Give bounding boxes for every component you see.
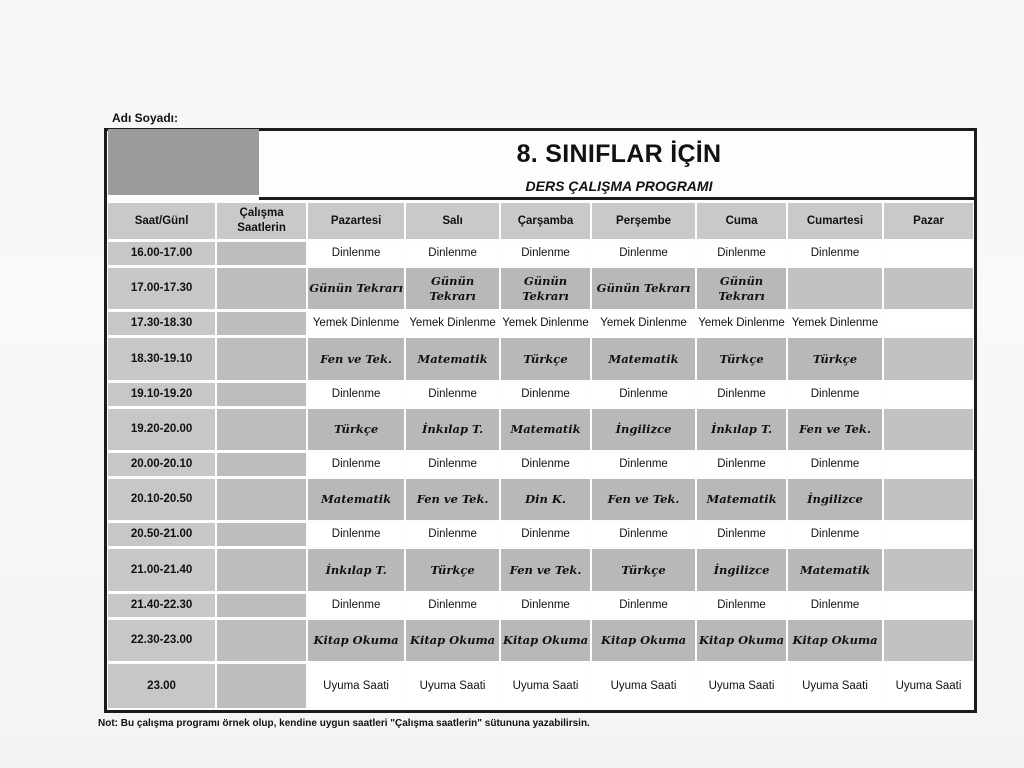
schedule-cell: Yemek Dinlenme xyxy=(592,312,695,335)
schedule-cell: Dinlenme xyxy=(697,453,786,476)
schedule-cell: Dinlenme xyxy=(592,523,695,546)
schedule-cell: Fen ve Tek. xyxy=(501,549,590,590)
schedule-cell xyxy=(884,409,973,450)
schedule-cell: Yemek Dinlenme xyxy=(501,312,590,335)
schedule-cell: Dinlenme xyxy=(592,242,695,265)
schedule-cell: Dinlenme xyxy=(308,383,404,406)
schedule-cell: Dinlenme xyxy=(697,594,786,617)
table-row xyxy=(108,409,973,450)
schedule-cell: Kitap Okuma xyxy=(697,620,786,661)
schedule-cell xyxy=(884,453,973,476)
schedule-cell: Dinlenme xyxy=(308,523,404,546)
schedule-cell: Yemek Dinlenme xyxy=(788,312,882,335)
header-row xyxy=(108,203,973,239)
schedule-cell: Dinlenme xyxy=(406,383,499,406)
schedule-cell xyxy=(884,242,973,265)
schedule-cell: Türkçe xyxy=(592,549,695,590)
schedule-cell xyxy=(884,268,973,309)
table-row xyxy=(108,383,973,406)
schedule-cell: Uyuma Saati xyxy=(697,664,786,708)
redacted-name xyxy=(108,129,259,195)
table-row xyxy=(108,268,973,309)
schedule-cell: Matematik xyxy=(501,409,590,450)
study-hours-cell xyxy=(217,523,306,546)
schedule-cell: Günün Tekrarı xyxy=(697,268,786,309)
schedule-cell xyxy=(884,523,973,546)
schedule-cell: Türkçe xyxy=(308,409,404,450)
schedule-cell: Dinlenme xyxy=(501,523,590,546)
study-hours-cell xyxy=(217,479,306,520)
schedule-cell xyxy=(884,620,973,661)
schedule-cell: Dinlenme xyxy=(697,523,786,546)
table-row xyxy=(108,523,973,546)
table-row xyxy=(108,549,973,590)
schedule-cell: Matematik xyxy=(697,479,786,520)
schedule-cell: İnkılap T. xyxy=(697,409,786,450)
table-row xyxy=(108,312,973,335)
table-row xyxy=(108,664,973,708)
schedule-cell: Dinlenme xyxy=(592,453,695,476)
schedule-cell: Dinlenme xyxy=(406,242,499,265)
schedule-cell: Dinlenme xyxy=(788,594,882,617)
schedule-cell: Dinlenme xyxy=(788,242,882,265)
time-slot: 20.00-20.10 xyxy=(108,453,215,476)
schedule-cell: Uyuma Saati xyxy=(788,664,882,708)
study-hours-cell xyxy=(217,409,306,450)
schedule-cell: Matematik xyxy=(592,338,695,379)
schedule-cell: Dinlenme xyxy=(788,383,882,406)
schedule-cell: Din K. xyxy=(501,479,590,520)
schedule-cell: İnkılap T. xyxy=(308,549,404,590)
schedule-cell: Uyuma Saati xyxy=(884,664,973,708)
schedule-cell: Yemek Dinlenme xyxy=(406,312,499,335)
schedule-cell: Dinlenme xyxy=(592,383,695,406)
time-slot: 19.20-20.00 xyxy=(108,409,215,450)
schedule-cell: Günün Tekrarı xyxy=(501,268,590,309)
header-wednesday: Çarşamba xyxy=(501,203,590,239)
header-monday: Pazartesi xyxy=(308,203,404,239)
schedule-cell: Yemek Dinlenme xyxy=(697,312,786,335)
header-friday: Cuma xyxy=(697,203,786,239)
schedule-cell: Dinlenme xyxy=(406,523,499,546)
time-slot: 21.00-21.40 xyxy=(108,549,215,590)
time-slot: 22.30-23.00 xyxy=(108,620,215,661)
schedule-cell: Fen ve Tek. xyxy=(406,479,499,520)
schedule-cell: Uyuma Saati xyxy=(308,664,404,708)
schedule-cell: İnkılap T. xyxy=(406,409,499,450)
schedule-cell: Dinlenme xyxy=(697,383,786,406)
schedule-cell: Kitap Okuma xyxy=(592,620,695,661)
header-sunday: Pazar xyxy=(884,203,973,239)
time-slot: 21.40-22.30 xyxy=(108,594,215,617)
schedule-cell: Dinlenme xyxy=(406,453,499,476)
header-time: Saat/Günl xyxy=(108,203,215,239)
schedule-cell: Dinlenme xyxy=(501,594,590,617)
schedule-cell: Fen ve Tek. xyxy=(592,479,695,520)
table-row xyxy=(108,479,973,520)
name-label: Adı Soyadı: xyxy=(112,111,179,125)
header-study-hours: Çalışma Saatlerin xyxy=(217,203,306,239)
schedule-cell xyxy=(788,268,882,309)
schedule-cell: Günün Tekrarı xyxy=(406,268,499,309)
schedule-cell: Uyuma Saati xyxy=(501,664,590,708)
header-saturday: Cumartesi xyxy=(788,203,882,239)
schedule-cell: Türkçe xyxy=(501,338,590,379)
schedule-cell: Günün Tekrarı xyxy=(592,268,695,309)
table-row xyxy=(108,453,973,476)
schedule-cell: Dinlenme xyxy=(308,242,404,265)
schedule-cell: İngilizce xyxy=(697,549,786,590)
schedule-cell: Fen ve Tek. xyxy=(788,409,882,450)
time-slot: 17.30-18.30 xyxy=(108,312,215,335)
footnote: Not: Bu çalışma programı örnek olup, kendine uygun saatleri "Çalışma saatlerin" sütununa yazabilirsin. xyxy=(98,718,590,729)
table-row xyxy=(108,594,973,617)
schedule-cell: Uyuma Saati xyxy=(406,664,499,708)
time-slot: 16.00-17.00 xyxy=(108,242,215,265)
schedule-cell: Kitap Okuma xyxy=(406,620,499,661)
schedule-cell: Dinlenme xyxy=(697,242,786,265)
study-hours-cell xyxy=(217,312,306,335)
schedule-cell: Kitap Okuma xyxy=(501,620,590,661)
schedule-cell: Dinlenme xyxy=(788,523,882,546)
schedule-cell xyxy=(884,549,973,590)
study-hours-cell xyxy=(217,383,306,406)
time-slot: 17.00-17.30 xyxy=(108,268,215,309)
time-slot: 18.30-19.10 xyxy=(108,338,215,379)
header-thursday: Perşembe xyxy=(592,203,695,239)
time-slot: 20.10-20.50 xyxy=(108,479,215,520)
table-row xyxy=(108,620,973,661)
time-slot: 20.50-21.00 xyxy=(108,523,215,546)
schedule-cell xyxy=(884,383,973,406)
schedule-cell: Dinlenme xyxy=(308,594,404,617)
schedule-cell xyxy=(884,479,973,520)
schedule-cell: Yemek Dinlenme xyxy=(308,312,404,335)
schedule-table xyxy=(106,200,975,711)
schedule-cell: Türkçe xyxy=(406,549,499,590)
schedule-cell: Fen ve Tek. xyxy=(308,338,404,379)
study-hours-cell xyxy=(217,620,306,661)
table-row xyxy=(108,242,973,265)
schedule-cell xyxy=(884,338,973,379)
schedule-cell: Matematik xyxy=(308,479,404,520)
study-hours-cell xyxy=(217,242,306,265)
schedule-cell xyxy=(884,312,973,335)
study-hours-cell xyxy=(217,338,306,379)
schedule-cell: Dinlenme xyxy=(501,383,590,406)
schedule-cell: Günün Tekrarı xyxy=(308,268,404,309)
time-slot: 23.00 xyxy=(108,664,215,708)
schedule-cell: Matematik xyxy=(788,549,882,590)
study-hours-cell xyxy=(217,594,306,617)
study-hours-cell xyxy=(217,453,306,476)
schedule-cell: İngilizce xyxy=(788,479,882,520)
time-slot: 19.10-19.20 xyxy=(108,383,215,406)
schedule-cell: Kitap Okuma xyxy=(788,620,882,661)
schedule-cell: Dinlenme xyxy=(592,594,695,617)
schedule-cell: İngilizce xyxy=(592,409,695,450)
study-hours-cell xyxy=(217,268,306,309)
header-tuesday: Salı xyxy=(406,203,499,239)
schedule-cell: Türkçe xyxy=(788,338,882,379)
schedule-cell: Dinlenme xyxy=(501,453,590,476)
schedule-cell: Dinlenme xyxy=(308,453,404,476)
schedule-cell: Matematik xyxy=(406,338,499,379)
schedule-cell xyxy=(884,594,973,617)
schedule-cell: Türkçe xyxy=(697,338,786,379)
schedule-cell: Dinlenme xyxy=(406,594,499,617)
schedule-cell: Uyuma Saati xyxy=(592,664,695,708)
schedule-cell: Kitap Okuma xyxy=(308,620,404,661)
study-hours-cell xyxy=(217,549,306,590)
study-hours-cell xyxy=(217,664,306,708)
schedule-cell: Dinlenme xyxy=(788,453,882,476)
table-row xyxy=(108,338,973,379)
page-title: 8. SINIFLAR İÇİN xyxy=(516,140,722,168)
schedule-cell: Dinlenme xyxy=(501,242,590,265)
page-subtitle: DERS ÇALIŞMA PROGRAMI xyxy=(525,178,713,194)
